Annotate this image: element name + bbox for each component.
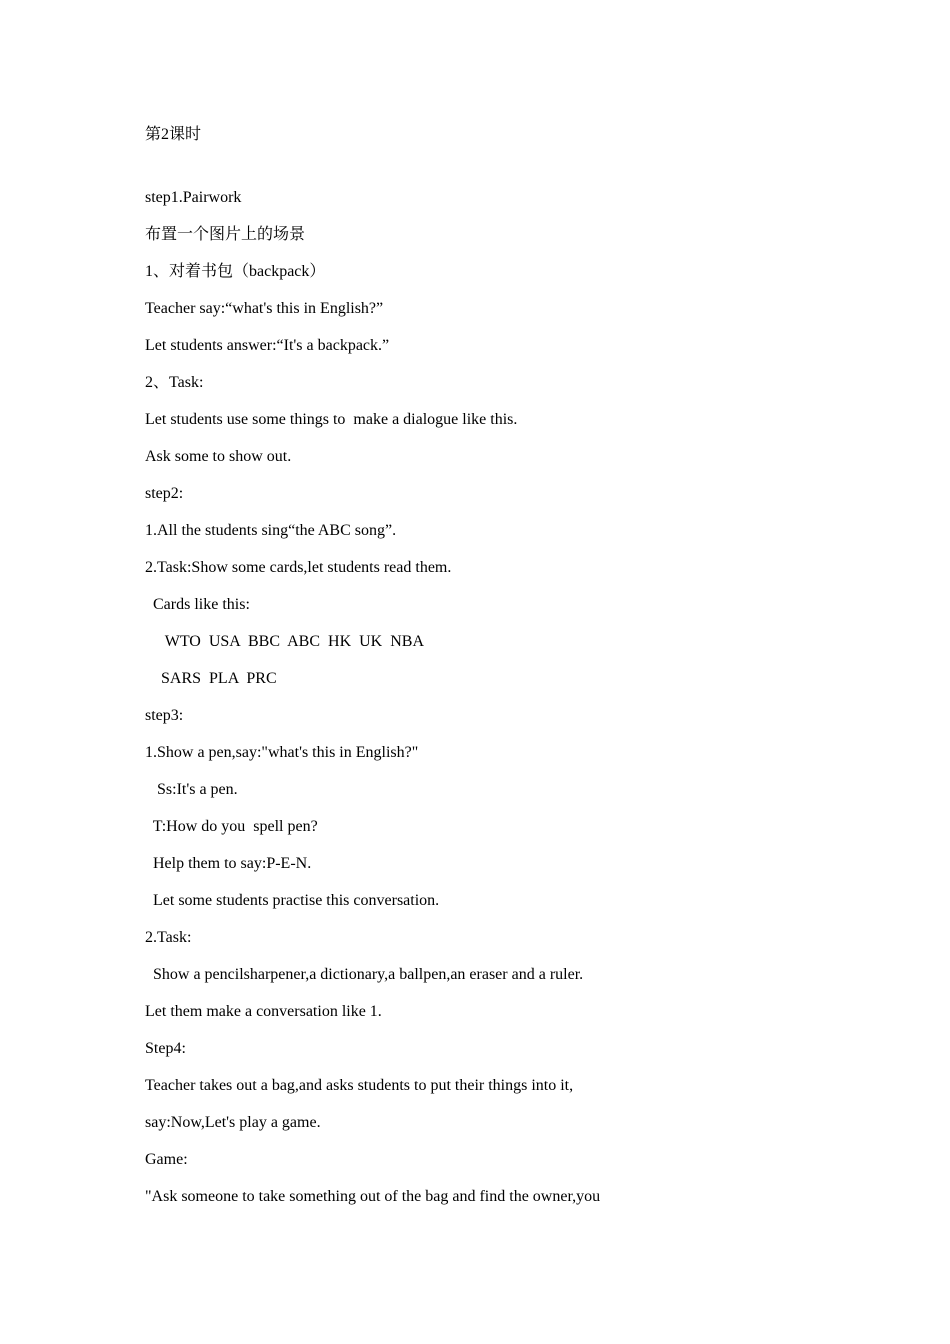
text-line: 1.Show a pen,say:"what's this in English?" xyxy=(145,744,419,761)
text-line: Cards like this: xyxy=(145,596,250,613)
text-line: "Ask someone to take something out of the bag and find the owner,you xyxy=(145,1188,601,1205)
text-line: T:How do you spell pen? xyxy=(145,818,318,835)
text-line: SARS PLA PRC xyxy=(145,670,277,687)
lesson-heading: 第2课时 xyxy=(145,126,202,143)
text-line: Step4: xyxy=(145,1040,186,1057)
text-line: Let them make a conversation like 1. xyxy=(145,1003,382,1020)
text-line: Ss:It's a pen. xyxy=(145,781,238,798)
text-line: 1.All the students sing“the ABC song”. xyxy=(145,522,397,539)
text-line: say:Now,Let's play a game. xyxy=(145,1114,321,1131)
text-line: Let students use some things to make a dialogue like this. xyxy=(145,411,518,428)
text-line: Show a pencilsharpener,a dictionary,a ballpen,an eraser and a ruler. xyxy=(145,966,584,983)
text-line: 2.Task: xyxy=(145,929,192,946)
text-line: Game: xyxy=(145,1151,188,1168)
text-line: Let some students practise this conversation. xyxy=(145,892,440,909)
text-line: 2.Task:Show some cards,let students read them. xyxy=(145,559,452,576)
text-line: 2、Task: xyxy=(145,374,204,391)
document-body xyxy=(145,124,845,1223)
text-line: 布置一个图片上的场景 xyxy=(145,226,306,243)
text-line: Teacher say:“what's this in English?” xyxy=(145,300,384,317)
text-line: Let students answer:“It's a backpack.” xyxy=(145,337,390,354)
text-line: Teacher takes out a bag,and asks students to put their things into it, xyxy=(145,1077,574,1094)
text-line: step2: xyxy=(145,485,184,502)
text-line: Help them to say:P-E-N. xyxy=(145,855,312,872)
text-line: step1.Pairwork xyxy=(145,189,242,206)
text-line: WTO USA BBC ABC HK UK NBA xyxy=(145,633,425,650)
text-line: step3: xyxy=(145,707,184,724)
text-line: 1、对着书包（backpack） xyxy=(145,263,326,280)
text-line: Ask some to show out. xyxy=(145,448,292,465)
